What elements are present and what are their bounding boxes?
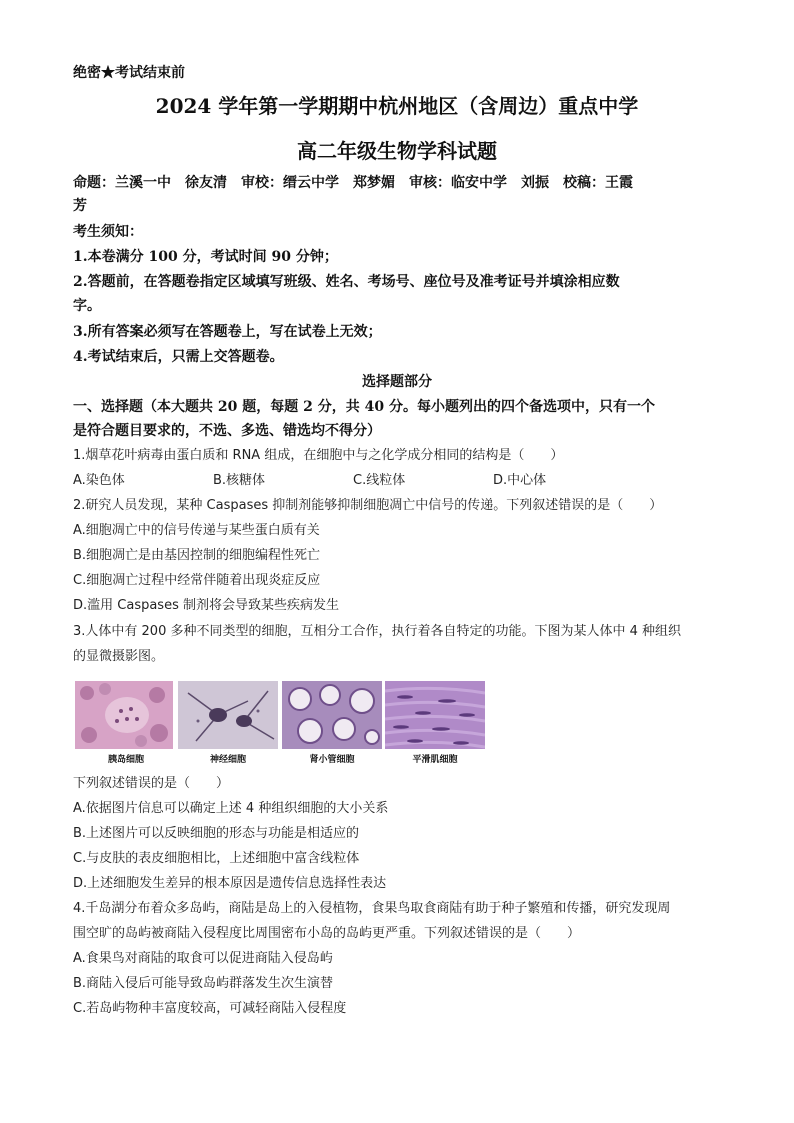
- authors-line: 命题：兰溪一中 徐友清 审校：缙云中学 郑梦媚 审核：临安中学 刘振 校稿：王霞: [73, 175, 633, 191]
- question-3-stem-cont: 的显微摄影图。: [73, 649, 165, 664]
- question-3-stem: 3.人体中有 200 多种不同类型的细胞，互相分工合作，执行着各自特定的功能。下图为某人体中 4 种组织: [73, 624, 682, 639]
- q2-option-d[interactable]: D.滥用 Caspases 制剂将会导致某些疾病发生: [73, 598, 339, 613]
- q4-option-c[interactable]: C.若岛屿物种丰富度较高，可减轻商陆入侵程度: [73, 1001, 347, 1016]
- question-2-stem: 2.研究人员发现，某种 Caspases 抑制剂能够抑制细胞凋亡中信号的传递。下列叙述错误的是（ ）: [73, 498, 663, 513]
- notice-item-cont: 字。: [73, 298, 101, 314]
- exam-subtitle: 高二年级生物学科试题: [297, 139, 497, 163]
- caption-islet-cell: 胰岛细胞: [107, 755, 144, 765]
- question-4-stem: 4.千岛湖分布着众多岛屿，商陆是岛上的入侵植物，食果鸟取食商陆有助于种子繁殖和传播，研究发现周: [73, 901, 671, 916]
- kidney-tubule-micrograph: [282, 681, 382, 749]
- islet-cell-micrograph: [75, 681, 173, 749]
- neuron-micrograph: [178, 681, 278, 749]
- confidential-mark: 绝密★考试结束前: [73, 65, 185, 81]
- section-intro: 一、选择题（本大题共 20 题，每题 2 分，共 40 分。每小题列出的四个备选项中，只有一个: [73, 399, 655, 415]
- question-3-prompt: 下列叙述错误的是（ ）: [73, 776, 230, 791]
- q3-option-d[interactable]: D.上述细胞发生差异的根本原因是遗传信息选择性表达: [73, 876, 387, 891]
- caption-smooth-muscle: 平滑肌细胞: [412, 755, 458, 765]
- question-1-stem: 1.烟草花叶病毒由蛋白质和 RNA 组成，在细胞中与之化学成分相同的结构是（ ）: [73, 448, 564, 463]
- notice-item: 4.考试结束后，只需上交答题卷。: [73, 349, 284, 365]
- caption-neuron: 神经细胞: [209, 755, 246, 765]
- question-1-options: [73, 471, 633, 491]
- smooth-muscle-micrograph: [385, 681, 485, 749]
- q2-option-b[interactable]: B.细胞凋亡是由基因控制的细胞编程性死亡: [73, 548, 321, 563]
- q1-option-b[interactable]: B.核糖体: [213, 473, 266, 488]
- exam-title: 2024 学年第一学期期中杭州地区（含周边）重点中学: [155, 94, 639, 118]
- q3-option-b[interactable]: B.上述图片可以反映细胞的形态与功能是相适应的: [73, 826, 360, 841]
- question-4-stem-cont: 围空旷的岛屿被商陆入侵程度比周围密布小岛的岛屿更严重。下列叙述错误的是（ ）: [73, 926, 581, 941]
- q1-option-d[interactable]: D.中心体: [493, 473, 547, 488]
- q2-option-c[interactable]: C.细胞凋亡过程中经常伴随着出现炎症反应: [73, 573, 321, 588]
- q3-option-a[interactable]: A.依据图片信息可以确定上述 4 种组织细胞的大小关系: [73, 801, 389, 816]
- q4-option-a[interactable]: A.食果鸟对商陆的取食可以促进商陆入侵岛屿: [73, 951, 333, 966]
- section-title: 选择题部分: [362, 374, 432, 390]
- caption-kidney-tubule: 肾小管细胞: [309, 755, 355, 765]
- notice-item: 2.答题前，在答题卷指定区域填写班级、姓名、考场号、座位号及准考证号并填涂相应数: [73, 274, 620, 290]
- notice-item: 1.本卷满分 100 分，考试时间 90 分钟；: [73, 249, 338, 265]
- q3-option-c[interactable]: C.与皮肤的表皮细胞相比，上述细胞中富含线粒体: [73, 851, 360, 866]
- section-intro-cont: 是符合题目要求的，不选、多选、错选均不得分）: [73, 423, 381, 439]
- q1-option-c[interactable]: C.线粒体: [353, 473, 406, 488]
- notice-heading: 考生须知：: [73, 224, 143, 240]
- q1-option-a[interactable]: A.染色体: [73, 473, 125, 488]
- notice-item: 3.所有答案必须写在答题卷上，写在试卷上无效；: [73, 324, 382, 340]
- q4-option-b[interactable]: B.商陆入侵后可能导致岛屿群落发生次生演替: [73, 976, 334, 991]
- authors-line-cont: 芳: [73, 198, 87, 214]
- q2-option-a[interactable]: A.细胞凋亡中的信号传递与某些蛋白质有关: [73, 523, 320, 538]
